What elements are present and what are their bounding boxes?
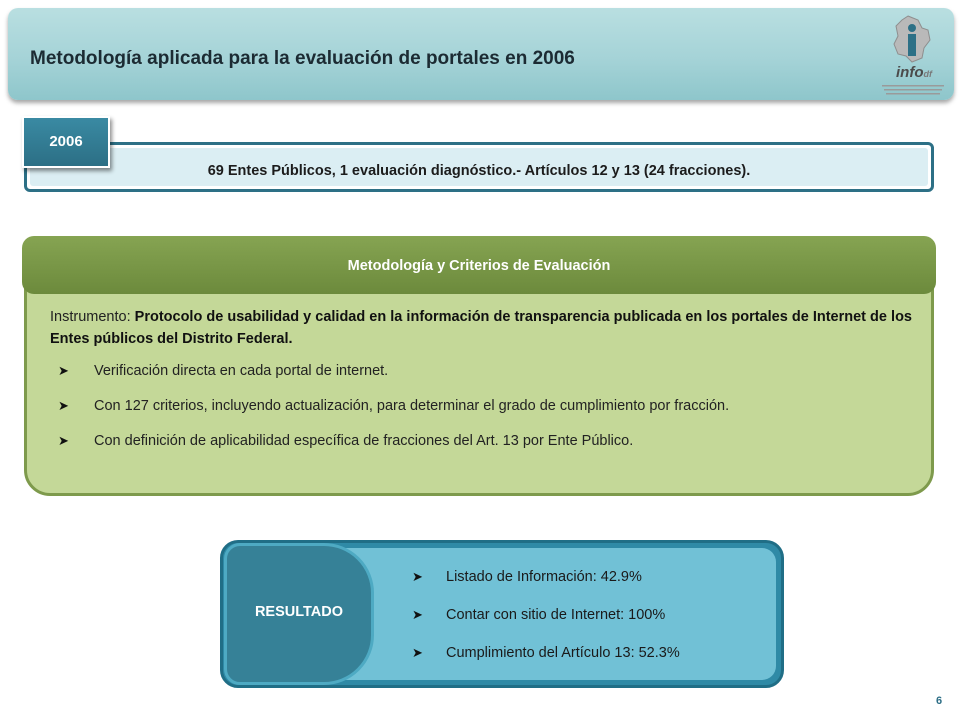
instrument-prefix: Instrumento: — [50, 309, 135, 325]
methodology-heading: Metodología y Criterios de Evaluación — [347, 258, 611, 274]
methodology-list — [50, 360, 912, 452]
list-item: ➤ Con 127 criterios, incluyendo actualización, para determinar el grado de cumplimiento por fracción. — [58, 395, 912, 417]
year-summary-bar — [24, 142, 934, 192]
arrow-bullet-icon: ➤ — [412, 607, 423, 622]
district-map-icon — [878, 14, 948, 64]
list-item: ➤ Listado de Información: 42.9% — [412, 566, 680, 588]
list-item: ➤ Con definición de aplicabilidad específica de fracciones del Art. 13 por Ente Público. — [58, 430, 912, 452]
page-title: Metodología aplicada para la evaluación de portales en 2006 — [30, 48, 575, 69]
year-summary-text: 69 Entes Públicos, 1 evaluación diagnóstico.- Artículos 12 y 13 (24 fracciones). — [207, 163, 751, 179]
methodology-body — [50, 306, 912, 465]
year-tag: 2006 — [22, 116, 110, 168]
infodf-logo — [878, 14, 948, 96]
logo-wordmark: infodf — [896, 64, 932, 81]
instrument-paragraph — [50, 306, 912, 350]
instrument-name: Protocolo de usabilidad y calidad en la información de transparencia publicada en los portales de Internet de los Entes públicos del Distrito Federal. — [50, 309, 912, 347]
list-item: ➤ Contar con sitio de Internet: 100% — [412, 604, 680, 626]
arrow-bullet-icon: ➤ — [58, 433, 69, 448]
list-item: ➤ Cumplimiento del Artículo 13: 52.3% — [412, 642, 680, 664]
page-number: 6 — [936, 695, 943, 707]
methodology-header — [22, 236, 936, 294]
arrow-bullet-icon: ➤ — [412, 645, 423, 660]
result-list — [412, 566, 680, 680]
list-item: ➤ Verificación directa en cada portal de internet. — [58, 360, 912, 382]
arrow-bullet-icon: ➤ — [412, 569, 423, 584]
logo-fine-print-icon — [882, 84, 944, 98]
result-label: RESULTADO — [254, 604, 344, 620]
year-summary-fill — [30, 148, 928, 186]
title-banner — [8, 8, 954, 100]
arrow-bullet-icon: ➤ — [58, 398, 69, 413]
arrow-bullet-icon: ➤ — [58, 363, 69, 378]
